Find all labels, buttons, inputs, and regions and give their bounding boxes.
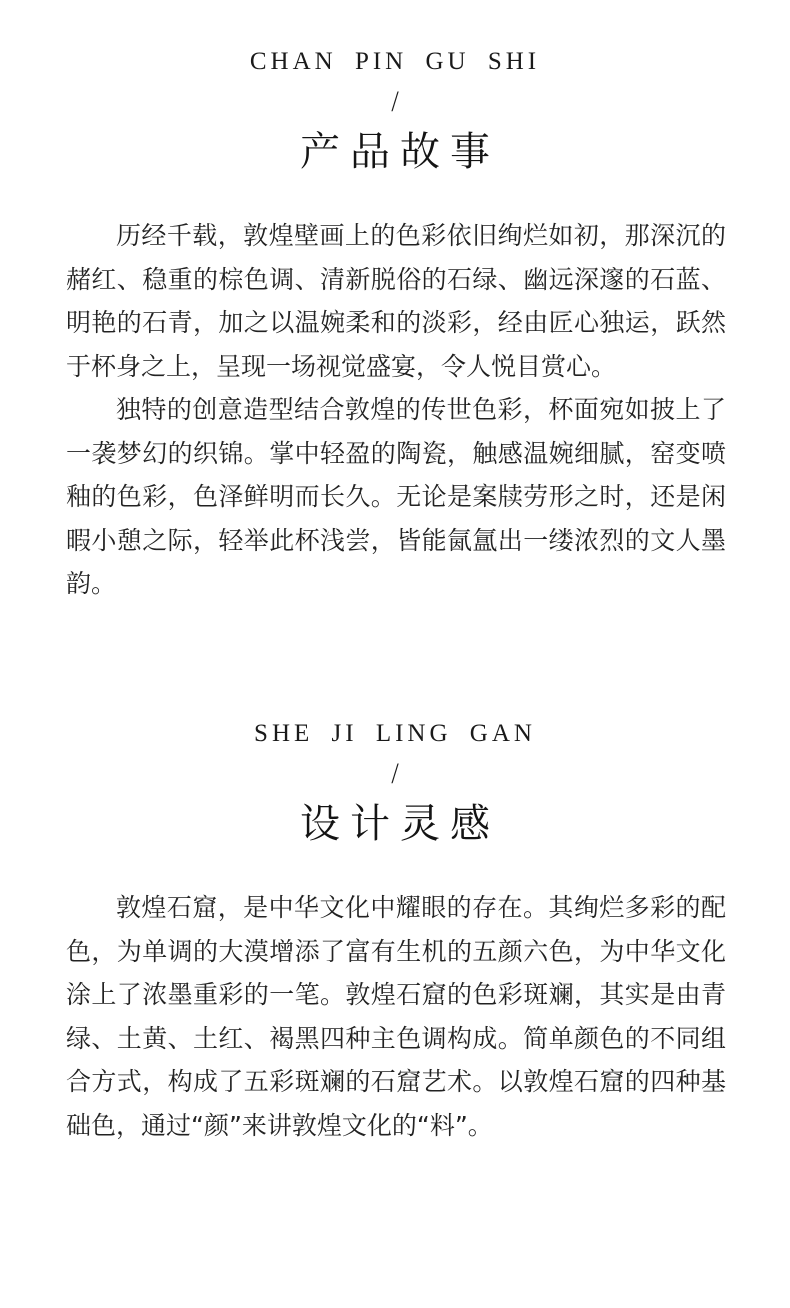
design-inspiration-title: 设计灵感: [300, 801, 500, 847]
product-story-title: 产品故事: [300, 129, 500, 175]
product-story-paragraph-2: 独特的创意造型结合敦煌的传世色彩，杯面宛如披上了一袭梦幻的织锦。掌中轻盈的陶瓷，触感温婉细腻，窑变喷釉的色彩，色泽鲜明而长久。无论是案牍劳形之时，还是闲暇小憩之际，轻举此杯浅尝，皆能氤氲出一缕浓烈的文人墨韵。: [66, 395, 726, 598]
product-story-paragraph-1: 历经千载，敦煌壁画上的色彩依旧绚烂如初，那深沉的赭红、稳重的棕色调、清新脱俗的石绿、幽远深邃的石蓝、明艳的石青，加之以温婉柔和的淡彩，经由匠心独运，跃然于杯身之上，呈现一场视觉盛宴，令人悦目赏心。: [66, 221, 726, 381]
design-inspiration-paragraph-1: 敦煌石窟，是中华文化中耀眼的存在。其绚烂多彩的配色，为单调的大漠增添了富有生机的五颜六色，为中华文化涂上了浓墨重彩的一笔。敦煌石窟的色彩斑斓，其实是由青绿、土黄、土红、褐黑四种主色调构成。简单颜色的不同组合方式，构成了五彩斑斓的石窟艺术。以敦煌石窟的四种基础色，通过“颜”来讲敦煌文化的“料”。: [66, 893, 726, 1140]
product-story-pinyin: CHAN PIN GU SHI: [249, 48, 541, 75]
product-story-body: [66, 214, 726, 606]
product-story-divider: /: [390, 87, 400, 115]
design-inspiration-body: [66, 886, 726, 1147]
design-inspiration-pinyin: SHE JI LING GAN: [254, 720, 536, 747]
design-inspiration-divider: /: [390, 759, 400, 787]
